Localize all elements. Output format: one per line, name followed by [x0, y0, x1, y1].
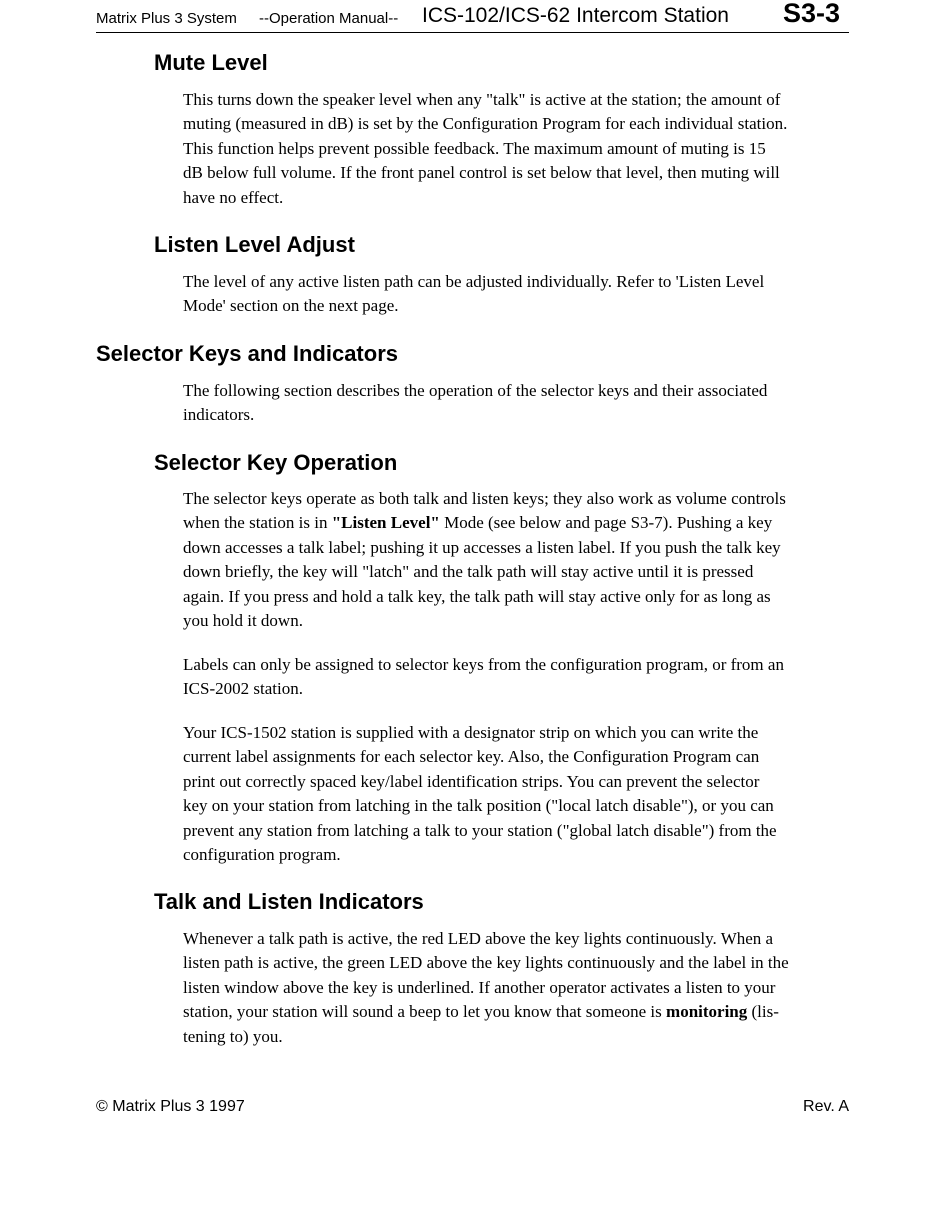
- text-line: have no effect.: [183, 187, 284, 207]
- monitoring-emphasis: monitoring: [666, 1002, 748, 1022]
- text-line: [183, 1000, 851, 1024]
- text-line: This turns down the speaker level when any "talk" is active at the station; the amount of: [183, 90, 781, 109]
- heading-selector-key-operation: Selector Key Operation: [154, 450, 398, 475]
- footer-revision: Rev. A: [803, 1098, 849, 1115]
- text-segment: when the station is in: [183, 513, 332, 533]
- header-station-title: ICS-102/ICS-62 Intercom Station: [422, 4, 729, 27]
- paragraph-selector-key-operation-2: [183, 653, 851, 702]
- text-line: print out correctly spaced key/label identification strips. You can prevent the selector: [183, 771, 760, 791]
- header-system-name: Matrix Plus 3 System: [96, 10, 237, 27]
- text-line: down briefly, the key will "latch" and the talk path will stay active until it is pressed: [183, 562, 754, 582]
- header-page-number: S3-3: [782, 0, 840, 28]
- text-line: Your ICS-1502 station is supplied with a designator strip on which you can write the: [183, 723, 759, 742]
- text-line: [183, 511, 851, 535]
- paragraph-selector-key-operation-1: [183, 487, 851, 633]
- text-line: current label assignments for each selector key. Also, the Configuration Program can: [183, 747, 760, 767]
- text-segment: Mode (see below and page S3-7). Pushing a key: [439, 513, 773, 533]
- text-line: listen path is active, the green LED above the key lights continuously and the label in the: [183, 953, 789, 973]
- listen-level-emphasis: "Listen Level": [331, 513, 440, 533]
- text-line: dB below full volume. If the front panel control is set below that level, then muting will: [183, 163, 780, 183]
- heading-mute-level: Mute Level: [154, 50, 268, 75]
- heading-selector-keys-indicators: Selector Keys and Indicators: [96, 341, 398, 366]
- text-line: again. If you press and hold a talk key, the talk path will stay active only for as long as: [183, 586, 771, 606]
- text-line: tening to) you.: [183, 1026, 283, 1046]
- paragraph-selector-key-operation-3: [183, 721, 851, 867]
- text-line: Labels can only be assigned to selector keys from the configuration program, or from an: [183, 655, 784, 674]
- paragraph-talk-listen-indicators: [183, 927, 851, 1049]
- text-line: listen window above the key is underlined. If another operator activates a listen to your: [183, 977, 776, 997]
- heading-listen-level-adjust: Listen Level Adjust: [154, 232, 355, 257]
- text-line: Mode' section on the next page.: [183, 296, 399, 316]
- text-segment: station, your station will sound a beep to let you know that someone is: [183, 1002, 667, 1022]
- text-segment: (lis-: [747, 1002, 779, 1022]
- text-line: Whenever a talk path is active, the red LED above the key lights continuously. When a: [183, 929, 774, 948]
- text-line: ICS-2002 station.: [183, 679, 303, 699]
- text-line: prevent any station from latching a talk to your station ("global latch disable") from the: [183, 820, 777, 840]
- text-line: you hold it down.: [183, 611, 303, 631]
- paragraph-selector-keys-indicators: [183, 379, 851, 428]
- text-line: The following section describes the operation of the selector keys and their associated: [183, 381, 768, 400]
- text-line: This function helps prevent possible feedback. The maximum amount of muting is 15: [183, 138, 766, 158]
- page-header: [96, 0, 849, 33]
- header-manual-label: --Operation Manual--: [259, 10, 399, 27]
- heading-talk-listen-indicators: Talk and Listen Indicators: [154, 889, 424, 914]
- text-line: indicators.: [183, 405, 255, 425]
- paragraph-mute-level: [183, 88, 851, 210]
- text-line: key on your station from latching in the talk position ("local latch disable"), or you can: [183, 796, 774, 816]
- footer-copyright: © Matrix Plus 3 1997: [96, 1098, 245, 1115]
- text-line: muting (measured in dB) is set by the Configuration Program for each individual station.: [183, 114, 788, 134]
- text-line: The level of any active listen path can be adjusted individually. Refer to 'Listen Level: [183, 272, 765, 291]
- paragraph-listen-level-adjust: [183, 270, 851, 319]
- text-line: down accesses a talk label; pushing it up accesses a listen label. If you push the talk key: [183, 537, 781, 557]
- text-line: The selector keys operate as both talk and listen keys; they also work as volume controls: [183, 489, 786, 508]
- text-line: configuration program.: [183, 845, 341, 865]
